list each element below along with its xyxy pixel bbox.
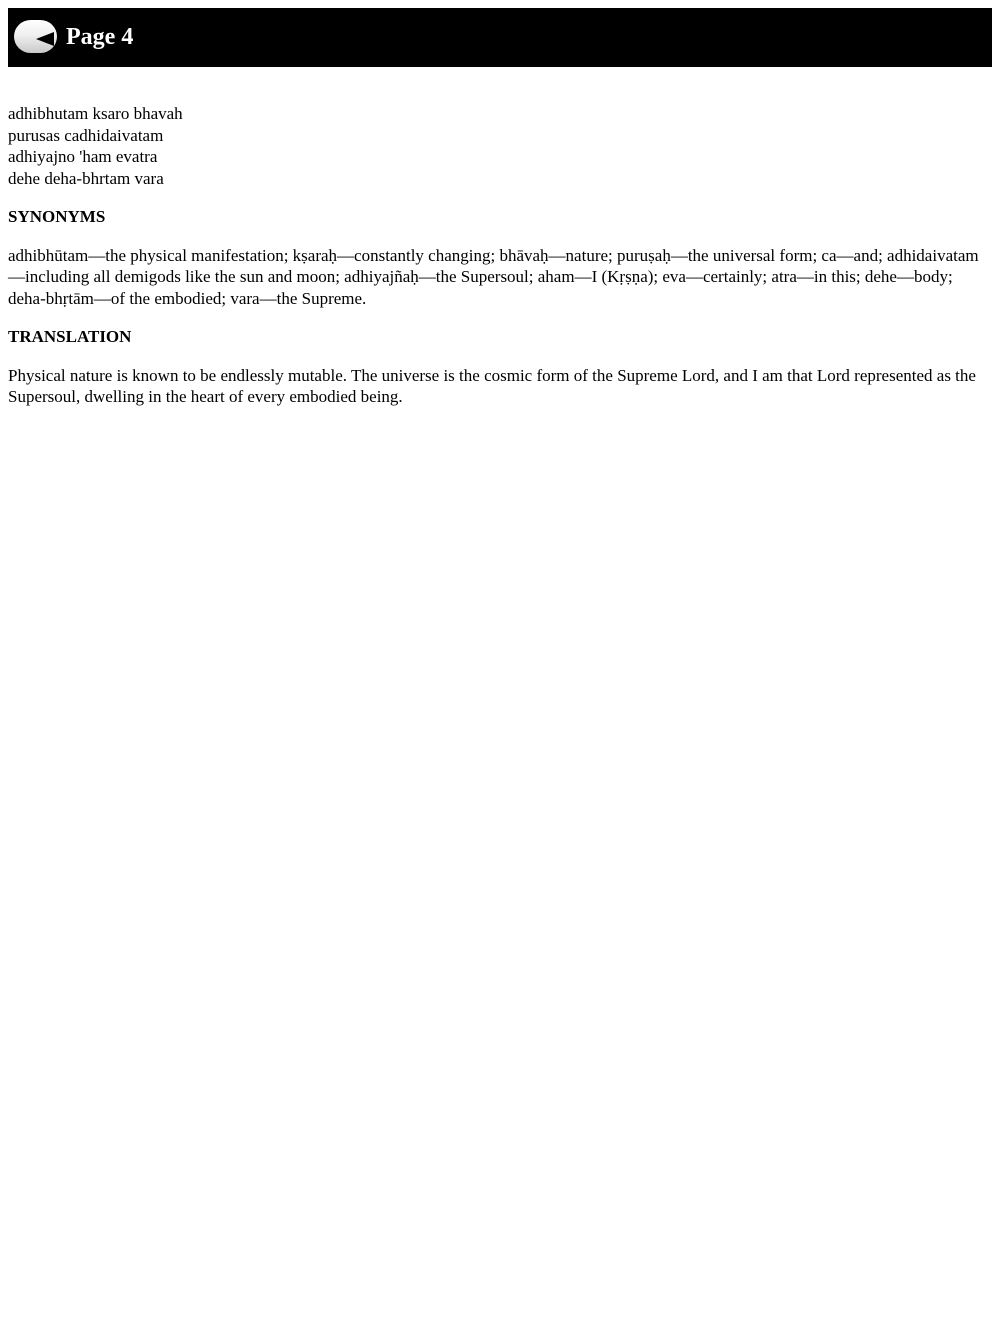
verse-line: dehe deha-bhrtam vara [8, 168, 164, 188]
verse-block [8, 103, 992, 189]
translation-text: Physical nature is known to be endlessly mutable. The universe is the cosmic form of the Supreme Lord, and I am that Lord represented as the Supersoul, dwelling in the heart of every embodied being. [8, 365, 976, 406]
header-bar [8, 8, 992, 67]
verse-line: purusas cadhidaivatam [8, 125, 164, 145]
back-button[interactable] [14, 20, 57, 53]
translation-heading: TRANSLATION [8, 327, 132, 346]
synonyms-heading: SYNONYMS [8, 207, 106, 226]
verse-line: adhibhutam ksaro bhavah [8, 104, 183, 123]
page-title: Page 4 [66, 24, 134, 50]
back-arrow-icon [14, 20, 57, 53]
synonyms-text: adhibhūtam—the physical manifestation; kṣaraḥ—constantly changing; bhāvaḥ—nature; puruṣaḥ—the universal form; ca—and; adhidaivatam—including all demigods like the sun and moon; adhiyajñaḥ—the Supersoul; aham—I (Kṛṣṇa); eva—certainly; atra—in this; dehe—body; deha-bhṛtām—of the embodied; vara—the Supreme. [8, 245, 979, 308]
verse-line: adhiyajno 'ham evatra [8, 147, 158, 166]
page-content [8, 103, 992, 408]
